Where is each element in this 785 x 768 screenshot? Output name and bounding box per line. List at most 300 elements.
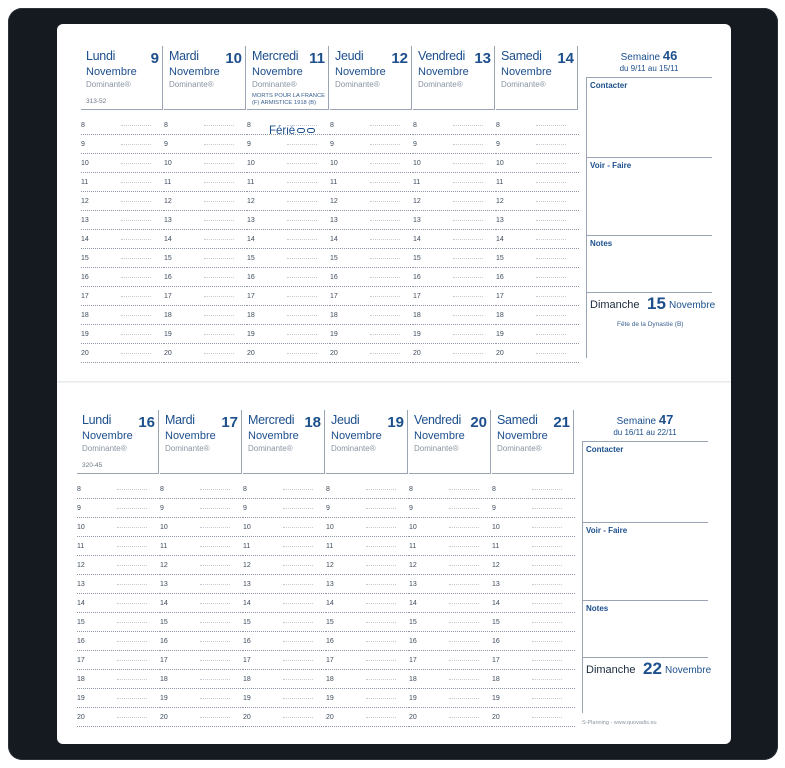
hour-slot[interactable] xyxy=(492,480,575,499)
hour-row xyxy=(77,575,580,594)
semaine-label: Semaine xyxy=(616,416,657,427)
day-dominante: Dominante® xyxy=(86,80,131,89)
hour-label: 10 xyxy=(326,524,334,531)
hour-slot[interactable] xyxy=(409,537,492,556)
half-hour-line xyxy=(532,660,562,661)
half-hour-line xyxy=(532,527,562,528)
half-hour-line xyxy=(283,584,313,585)
half-hour-line xyxy=(453,334,483,335)
half-hour-line xyxy=(536,144,566,145)
hour-slot[interactable] xyxy=(247,287,330,306)
notes-box[interactable] xyxy=(586,235,712,292)
hour-slot[interactable] xyxy=(164,249,247,268)
hour-label: 15 xyxy=(160,619,168,626)
hour-slot[interactable] xyxy=(330,135,413,154)
hour-slot[interactable] xyxy=(326,556,409,575)
voir-faire-box[interactable] xyxy=(582,522,708,600)
half-hour-line xyxy=(204,296,234,297)
hour-slot[interactable] xyxy=(243,575,326,594)
hour-slot[interactable] xyxy=(413,287,496,306)
hour-label: 20 xyxy=(413,350,421,357)
hour-slot[interactable] xyxy=(496,268,579,287)
half-hour-line xyxy=(121,353,151,354)
hour-label: 19 xyxy=(496,331,504,338)
hour-slot[interactable] xyxy=(409,594,492,613)
sunday-name: Dimanche xyxy=(586,664,636,676)
sunday-name: Dimanche xyxy=(590,299,640,311)
hour-slot[interactable] xyxy=(160,537,243,556)
half-hour-line xyxy=(121,315,151,316)
hour-label: 16 xyxy=(81,274,89,281)
hour-row xyxy=(77,499,580,518)
day-name: Lundi xyxy=(82,413,112,427)
hour-slot[interactable] xyxy=(330,325,413,344)
hour-label: 11 xyxy=(81,179,89,186)
hour-slot[interactable] xyxy=(492,708,575,727)
half-hour-line xyxy=(453,201,483,202)
hour-slot[interactable] xyxy=(326,651,409,670)
hour-slot[interactable] xyxy=(330,173,413,192)
hour-slot[interactable] xyxy=(409,651,492,670)
hour-label: 19 xyxy=(330,331,338,338)
hour-slot[interactable] xyxy=(77,651,160,670)
hour-slot[interactable] xyxy=(409,689,492,708)
hour-slot[interactable] xyxy=(81,268,164,287)
hour-slot[interactable] xyxy=(496,249,579,268)
week-47 xyxy=(57,383,731,740)
hour-slot[interactable] xyxy=(247,325,330,344)
day-dominante: Dominante® xyxy=(82,444,127,453)
hour-slot[interactable] xyxy=(330,154,413,173)
hour-slot[interactable] xyxy=(164,116,247,135)
hour-slot[interactable] xyxy=(160,670,243,689)
hour-slot[interactable] xyxy=(247,249,330,268)
hour-slot[interactable] xyxy=(243,594,326,613)
hour-label: 9 xyxy=(330,141,334,148)
hour-slot[interactable] xyxy=(164,306,247,325)
hour-label: 10 xyxy=(77,524,85,531)
hour-slot[interactable] xyxy=(160,480,243,499)
hour-slot[interactable] xyxy=(247,173,330,192)
half-hour-line xyxy=(283,660,313,661)
hour-slot[interactable] xyxy=(247,135,330,154)
hour-slot[interactable] xyxy=(77,480,160,499)
hour-slot[interactable] xyxy=(164,173,247,192)
hour-slot[interactable] xyxy=(247,268,330,287)
voir-faire-title: Voir - Faire xyxy=(586,526,628,535)
hour-label: 11 xyxy=(326,543,334,550)
hour-slot[interactable] xyxy=(81,211,164,230)
half-hour-line xyxy=(204,144,234,145)
half-hour-line xyxy=(370,353,400,354)
half-hour-line xyxy=(536,277,566,278)
day-dominante: Dominante® xyxy=(414,444,459,453)
hour-row xyxy=(77,708,580,727)
hour-slot[interactable] xyxy=(81,135,164,154)
hour-label: 14 xyxy=(247,236,255,243)
hour-slot[interactable] xyxy=(160,499,243,518)
hour-slot[interactable] xyxy=(164,325,247,344)
hour-slot[interactable] xyxy=(243,670,326,689)
hour-slot[interactable] xyxy=(326,594,409,613)
hour-slot[interactable] xyxy=(247,211,330,230)
hour-slot[interactable] xyxy=(81,154,164,173)
sunday-number: 15 xyxy=(647,294,666,313)
hour-slot[interactable] xyxy=(81,173,164,192)
hour-slot[interactable] xyxy=(492,556,575,575)
hour-row xyxy=(81,249,584,268)
hour-label: 15 xyxy=(81,255,89,262)
hour-label: 19 xyxy=(409,695,417,702)
hour-slot[interactable] xyxy=(81,344,164,363)
hour-slot[interactable] xyxy=(81,306,164,325)
hour-slot[interactable] xyxy=(330,268,413,287)
hour-slot[interactable] xyxy=(77,575,160,594)
hour-slot[interactable] xyxy=(413,344,496,363)
hour-slot[interactable] xyxy=(326,518,409,537)
hour-slot[interactable] xyxy=(492,499,575,518)
hour-slot[interactable] xyxy=(77,670,160,689)
hour-row xyxy=(77,632,580,651)
half-hour-line xyxy=(370,334,400,335)
half-hour-line xyxy=(117,603,147,604)
half-hour-line xyxy=(121,163,151,164)
sunday-month: Novembre xyxy=(665,665,712,676)
hour-slot[interactable] xyxy=(243,537,326,556)
hour-label: 17 xyxy=(409,657,417,664)
hour-slot[interactable] xyxy=(81,116,164,135)
hour-label: 13 xyxy=(492,581,500,588)
half-hour-line xyxy=(287,125,317,126)
hour-slot[interactable] xyxy=(81,192,164,211)
half-hour-line xyxy=(449,679,479,680)
half-hour-line xyxy=(200,546,230,547)
hour-slot[interactable] xyxy=(413,135,496,154)
voir-faire-title: Voir - Faire xyxy=(590,161,632,170)
hour-label: 12 xyxy=(409,562,417,569)
hour-slot[interactable] xyxy=(496,306,579,325)
hour-slot[interactable] xyxy=(409,670,492,689)
day-number: 20 xyxy=(470,414,487,431)
hour-label: 13 xyxy=(330,217,338,224)
contacter-title: Contacter xyxy=(590,81,628,90)
hour-slot[interactable] xyxy=(247,192,330,211)
hour-slot[interactable] xyxy=(160,594,243,613)
hour-slot[interactable] xyxy=(160,556,243,575)
hour-label: 19 xyxy=(77,695,85,702)
half-hour-line xyxy=(283,698,313,699)
hour-slot[interactable] xyxy=(81,249,164,268)
hour-slot[interactable] xyxy=(413,268,496,287)
hour-slot[interactable] xyxy=(496,173,579,192)
notes-box[interactable] xyxy=(582,600,708,657)
hour-label: 15 xyxy=(77,619,85,626)
half-hour-line xyxy=(204,258,234,259)
half-hour-line xyxy=(532,603,562,604)
hour-slot[interactable] xyxy=(330,230,413,249)
hour-slot[interactable] xyxy=(326,499,409,518)
hour-slot[interactable] xyxy=(409,556,492,575)
hour-label: 8 xyxy=(247,122,251,129)
hour-label: 9 xyxy=(413,141,417,148)
hour-label: 13 xyxy=(496,217,504,224)
hour-slot[interactable] xyxy=(247,344,330,363)
half-hour-line xyxy=(117,717,147,718)
hour-label: 12 xyxy=(496,198,504,205)
hour-row xyxy=(81,230,584,249)
day-name: Vendredi xyxy=(418,49,465,63)
hour-label: 9 xyxy=(77,505,81,512)
half-hour-line xyxy=(287,201,317,202)
hour-label: 13 xyxy=(243,581,251,588)
hour-slot[interactable] xyxy=(496,211,579,230)
half-hour-line xyxy=(121,201,151,202)
hour-label: 11 xyxy=(330,179,338,186)
hour-slot[interactable] xyxy=(409,632,492,651)
day-month: Novembre xyxy=(82,430,133,442)
half-hour-line xyxy=(532,565,562,566)
hour-slot[interactable] xyxy=(413,325,496,344)
hour-slot[interactable] xyxy=(492,613,575,632)
hour-slot[interactable] xyxy=(77,613,160,632)
day-name: Mardi xyxy=(169,49,199,63)
hour-label: 13 xyxy=(413,217,421,224)
hour-slot[interactable] xyxy=(77,499,160,518)
hour-slot[interactable] xyxy=(413,211,496,230)
hour-label: 16 xyxy=(243,638,251,645)
hour-slot[interactable] xyxy=(77,556,160,575)
hour-slot[interactable] xyxy=(164,154,247,173)
hour-row xyxy=(77,689,580,708)
hour-slot[interactable] xyxy=(164,230,247,249)
hour-slot[interactable] xyxy=(413,249,496,268)
hour-label: 12 xyxy=(326,562,334,569)
hour-slot[interactable] xyxy=(160,613,243,632)
hour-slot[interactable] xyxy=(164,211,247,230)
hour-slot[interactable] xyxy=(492,594,575,613)
hour-slot[interactable] xyxy=(160,632,243,651)
hour-label: 15 xyxy=(330,255,338,262)
hour-slot[interactable] xyxy=(413,192,496,211)
hour-slot[interactable] xyxy=(326,689,409,708)
hour-slot[interactable] xyxy=(160,651,243,670)
hour-slot[interactable] xyxy=(81,325,164,344)
hour-slot[interactable] xyxy=(243,499,326,518)
hour-slot[interactable] xyxy=(243,613,326,632)
hour-slot[interactable] xyxy=(413,173,496,192)
hour-slot[interactable] xyxy=(330,249,413,268)
hour-slot[interactable] xyxy=(492,518,575,537)
contacter-box[interactable] xyxy=(586,77,712,157)
hour-slot[interactable] xyxy=(243,556,326,575)
hour-row xyxy=(81,306,584,325)
hour-slot[interactable] xyxy=(247,116,330,135)
hour-slot[interactable] xyxy=(326,613,409,632)
hour-slot[interactable] xyxy=(330,344,413,363)
hour-slot[interactable] xyxy=(77,594,160,613)
hour-slot[interactable] xyxy=(496,192,579,211)
hour-slot[interactable] xyxy=(243,708,326,727)
hour-slot[interactable] xyxy=(247,306,330,325)
half-hour-line xyxy=(121,277,151,278)
hour-slot[interactable] xyxy=(164,287,247,306)
hour-slot[interactable] xyxy=(243,480,326,499)
hour-slot[interactable] xyxy=(496,135,579,154)
hour-slot[interactable] xyxy=(164,192,247,211)
half-hour-line xyxy=(200,660,230,661)
half-hour-line xyxy=(366,679,396,680)
hour-slot[interactable] xyxy=(496,116,579,135)
sunday-block[interactable] xyxy=(582,657,712,713)
hour-label: 11 xyxy=(77,543,85,550)
hour-slot[interactable] xyxy=(413,154,496,173)
hour-slot[interactable] xyxy=(77,632,160,651)
hour-label: 11 xyxy=(492,543,500,550)
hour-label: 18 xyxy=(326,676,334,683)
hour-slot[interactable] xyxy=(247,154,330,173)
hour-slot[interactable] xyxy=(77,708,160,727)
hour-slot[interactable] xyxy=(496,230,579,249)
half-hour-line xyxy=(204,315,234,316)
half-hour-line xyxy=(453,258,483,259)
hour-slot[interactable] xyxy=(81,287,164,306)
half-hour-line xyxy=(283,527,313,528)
hour-label: 9 xyxy=(492,505,496,512)
hour-slot[interactable] xyxy=(160,689,243,708)
half-hour-line xyxy=(449,698,479,699)
hour-slot[interactable] xyxy=(160,575,243,594)
hour-slot[interactable] xyxy=(492,689,575,708)
half-hour-line xyxy=(200,641,230,642)
half-hour-line xyxy=(200,698,230,699)
hour-row xyxy=(81,287,584,306)
hour-slot[interactable] xyxy=(496,287,579,306)
hour-slot[interactable] xyxy=(326,670,409,689)
hour-label: 18 xyxy=(492,676,500,683)
day-name: Mercredi xyxy=(252,49,299,63)
hour-slot[interactable] xyxy=(492,632,575,651)
hour-slot[interactable] xyxy=(496,154,579,173)
hour-label: 16 xyxy=(164,274,172,281)
hour-slot[interactable] xyxy=(326,537,409,556)
hour-slot[interactable] xyxy=(409,480,492,499)
hour-slot[interactable] xyxy=(164,344,247,363)
hour-label: 16 xyxy=(326,638,334,645)
half-hour-line xyxy=(536,239,566,240)
hour-slot[interactable] xyxy=(326,708,409,727)
hour-slot[interactable] xyxy=(243,632,326,651)
hour-slot[interactable] xyxy=(413,230,496,249)
day-name: Mercredi xyxy=(248,413,295,427)
half-hour-line xyxy=(532,508,562,509)
voir-faire-box[interactable] xyxy=(586,157,712,235)
contacter-box[interactable] xyxy=(582,441,708,522)
hour-slot[interactable] xyxy=(77,518,160,537)
hour-slot[interactable] xyxy=(413,116,496,135)
hour-slot[interactable] xyxy=(326,575,409,594)
hour-slot[interactable] xyxy=(492,651,575,670)
day-month: Novembre xyxy=(86,66,137,78)
hour-slot[interactable] xyxy=(164,135,247,154)
hour-slot[interactable] xyxy=(160,708,243,727)
half-hour-line xyxy=(287,220,317,221)
hour-row xyxy=(81,325,584,344)
half-hour-line xyxy=(204,353,234,354)
hour-slot[interactable] xyxy=(77,689,160,708)
hour-label: 15 xyxy=(164,255,172,262)
hour-slot[interactable] xyxy=(243,651,326,670)
semaine-number: 46 xyxy=(662,48,678,63)
hour-slot[interactable] xyxy=(330,287,413,306)
hour-slot[interactable] xyxy=(492,670,575,689)
hour-slot[interactable] xyxy=(164,268,247,287)
hour-slot[interactable] xyxy=(409,575,492,594)
hour-label: 17 xyxy=(77,657,85,664)
hour-slot[interactable] xyxy=(330,116,413,135)
hour-slot[interactable] xyxy=(492,575,575,594)
hour-label: 14 xyxy=(160,600,168,607)
hour-label: 16 xyxy=(330,274,338,281)
half-hour-line xyxy=(283,679,313,680)
hour-slot[interactable] xyxy=(330,211,413,230)
hour-label: 14 xyxy=(492,600,500,607)
hour-slot[interactable] xyxy=(326,632,409,651)
day-dominante: Dominante® xyxy=(165,444,210,453)
half-hour-line xyxy=(370,315,400,316)
hour-slot[interactable] xyxy=(413,306,496,325)
hour-slot[interactable] xyxy=(326,480,409,499)
half-hour-line xyxy=(532,698,562,699)
sunday-block[interactable] xyxy=(586,292,716,358)
day-month: Novembre xyxy=(497,430,548,442)
hour-slot[interactable] xyxy=(77,537,160,556)
day-header-jeudi xyxy=(326,410,408,474)
hour-slot[interactable] xyxy=(243,518,326,537)
day-name: Lundi xyxy=(86,49,116,63)
day-month: Novembre xyxy=(335,66,386,78)
half-hour-line xyxy=(200,565,230,566)
hour-slot[interactable] xyxy=(247,230,330,249)
hour-label: 14 xyxy=(326,600,334,607)
day-number: 12 xyxy=(391,50,408,67)
hour-slot[interactable] xyxy=(330,192,413,211)
day-name: Jeudi xyxy=(335,49,364,63)
day-number: 10 xyxy=(225,50,242,67)
half-hour-line xyxy=(453,315,483,316)
hour-label: 10 xyxy=(160,524,168,531)
day-header-mardi xyxy=(160,410,242,474)
hour-slot[interactable] xyxy=(81,230,164,249)
hour-slot[interactable] xyxy=(409,499,492,518)
hour-slot[interactable] xyxy=(496,344,579,363)
hour-slot[interactable] xyxy=(160,518,243,537)
hour-slot[interactable] xyxy=(243,689,326,708)
hour-slot[interactable] xyxy=(492,537,575,556)
half-hour-line xyxy=(366,584,396,585)
hour-slot[interactable] xyxy=(409,518,492,537)
hour-slot[interactable] xyxy=(496,325,579,344)
day-dominante: Dominante® xyxy=(497,444,542,453)
hour-slot[interactable] xyxy=(409,613,492,632)
hour-label: 13 xyxy=(77,581,85,588)
hour-slot[interactable] xyxy=(409,708,492,727)
half-hour-line xyxy=(287,277,317,278)
week-sidebar xyxy=(586,24,716,381)
half-hour-line xyxy=(200,717,230,718)
half-hour-line xyxy=(121,125,151,126)
hour-slot[interactable] xyxy=(330,306,413,325)
half-hour-line xyxy=(370,277,400,278)
